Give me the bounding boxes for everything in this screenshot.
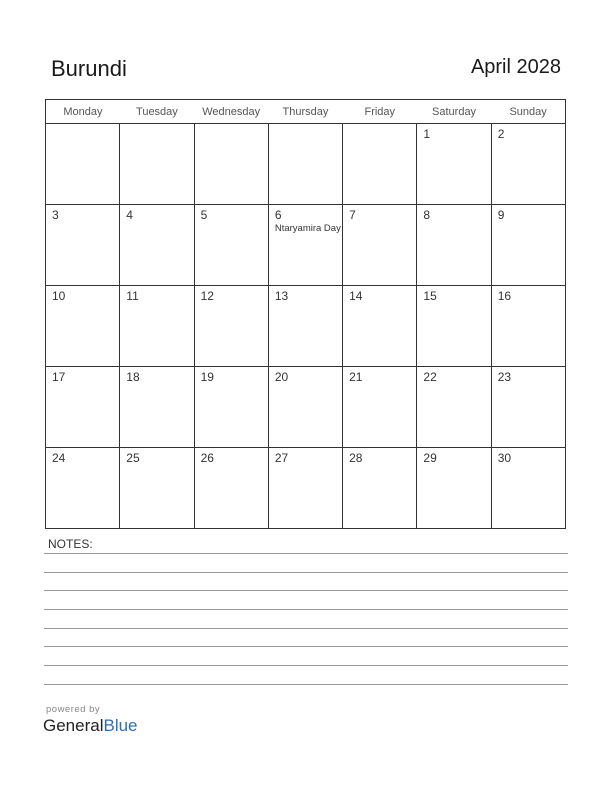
day-cell (491, 448, 565, 529)
day-number: 16 (497, 289, 512, 303)
day-number: 29 (423, 451, 437, 465)
day-cell (120, 448, 194, 529)
weekday-friday: Friday (343, 100, 417, 124)
weekday-thursday: Thursday (268, 100, 342, 124)
day-cell (417, 286, 491, 367)
day-cell (417, 124, 491, 205)
day-cell (268, 205, 342, 286)
day-cell (417, 205, 491, 286)
day-cell (343, 124, 417, 205)
day-cell (194, 124, 268, 205)
weekday-header-row (46, 100, 566, 124)
day-cell (417, 367, 491, 448)
day-cell (417, 448, 491, 529)
day-cell (343, 286, 417, 367)
day-cell (120, 286, 194, 367)
day-number: 24 (52, 451, 66, 465)
day-number: 4 (126, 208, 133, 222)
day-cell (120, 205, 194, 286)
note-line (44, 553, 568, 554)
day-number: 13 (274, 289, 289, 303)
day-number: 28 (349, 451, 363, 465)
day-cell (491, 124, 565, 205)
day-number: 26 (200, 451, 214, 465)
note-line (44, 572, 568, 573)
note-line (44, 646, 568, 647)
weekday-tuesday: Tuesday (120, 100, 194, 124)
day-number: 9 (497, 208, 505, 222)
country-title: Burundi (51, 56, 127, 81)
day-number: 25 (126, 451, 140, 465)
day-number: 20 (274, 370, 289, 384)
day-cell (194, 367, 268, 448)
day-number: 30 (497, 451, 512, 465)
day-cell (268, 448, 342, 529)
weekday-saturday: Saturday (417, 100, 491, 124)
day-number: 12 (200, 289, 214, 303)
day-number: 19 (200, 370, 214, 384)
day-number: 15 (423, 289, 437, 303)
weekday-monday: Monday (46, 100, 120, 124)
weekday-sunday: Sunday (491, 100, 565, 124)
day-number: 8 (423, 208, 431, 222)
day-number: 7 (349, 208, 356, 222)
day-number: 14 (349, 289, 363, 303)
day-cell (194, 205, 268, 286)
day-cell (343, 367, 417, 448)
day-cell (46, 367, 120, 448)
day-cell (46, 286, 120, 367)
day-number: 17 (52, 370, 66, 384)
note-line (44, 684, 568, 685)
calendar-week-row (46, 205, 566, 286)
day-cell (491, 367, 565, 448)
day-cell (491, 205, 565, 286)
day-number: 2 (497, 127, 505, 141)
note-line (44, 665, 568, 666)
day-cell (268, 286, 342, 367)
note-line (44, 609, 568, 610)
day-number: 6 (274, 208, 282, 222)
powered-by-text: powered by (46, 704, 101, 715)
calendar-week-row (46, 286, 566, 367)
calendar-week-row (46, 367, 566, 448)
day-cell (120, 367, 194, 448)
holiday-label: Ntaryamira Day (274, 223, 341, 234)
day-cell (194, 286, 268, 367)
month-title: April 2028 (470, 56, 561, 78)
day-cell (194, 448, 268, 529)
day-number: 22 (423, 370, 437, 384)
generalblue-logo[interactable] (43, 716, 138, 736)
note-line (44, 590, 568, 591)
day-number: 1 (423, 127, 431, 141)
calendar-week-row (46, 448, 566, 529)
day-cell (268, 124, 342, 205)
day-cell (491, 286, 565, 367)
day-cell (46, 448, 120, 529)
day-number: 27 (274, 451, 289, 465)
calendar-body (46, 124, 566, 529)
day-cell (46, 124, 120, 205)
day-number: 18 (126, 370, 140, 384)
day-cell (343, 205, 417, 286)
brand-blue-text: Blue (103, 716, 138, 735)
day-cell (343, 448, 417, 529)
weekday-wednesday: Wednesday (194, 100, 268, 124)
note-line (44, 628, 568, 629)
day-cell (120, 124, 194, 205)
day-number: 23 (497, 370, 512, 384)
day-number: 5 (200, 208, 208, 222)
day-number: 10 (52, 289, 66, 303)
calendar-grid (45, 99, 566, 529)
brand-general-text: General (43, 716, 104, 735)
day-number: 21 (349, 370, 363, 384)
day-number: 3 (52, 208, 59, 222)
day-number: 11 (126, 289, 139, 303)
notes-label: NOTES: (48, 537, 93, 551)
day-cell (46, 205, 120, 286)
calendar-week-row (46, 124, 566, 205)
day-cell (268, 367, 342, 448)
